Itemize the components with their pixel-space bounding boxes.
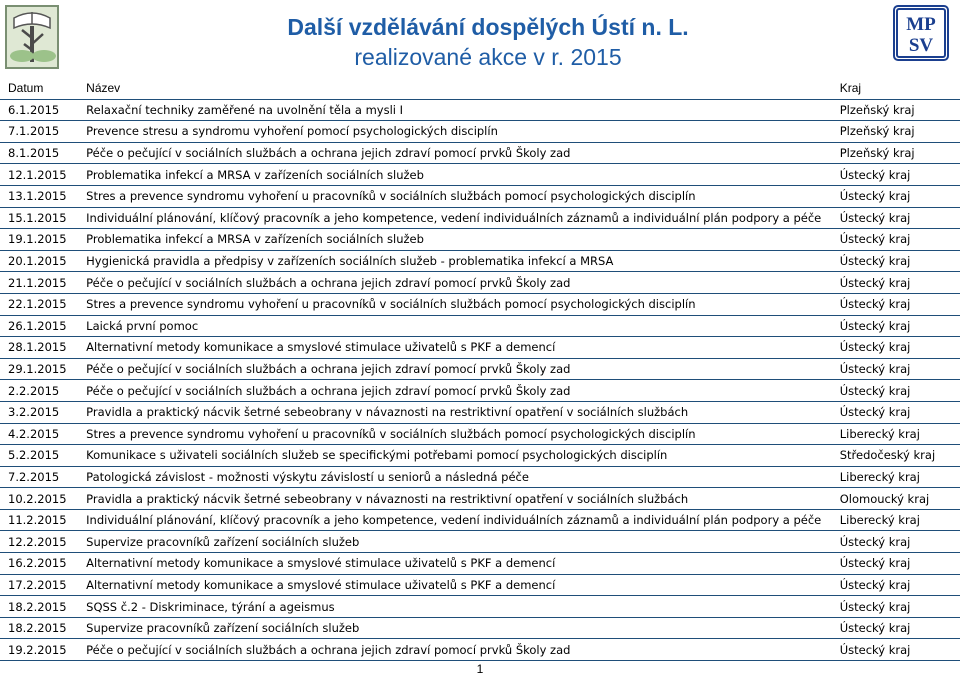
header-region: Kraj	[836, 78, 960, 99]
page-number: 1	[476, 662, 484, 676]
table-row	[0, 121, 960, 143]
table-row	[0, 99, 960, 121]
cell-date: 17.2.2015	[0, 574, 79, 596]
cell-name: Individuální plánování, klíčový pracovník a jeho kompetence, vedení individuálních záznamů a individuální plán podpory a péče	[79, 509, 836, 531]
cell-date: 2.2.2015	[0, 380, 79, 402]
table-row	[0, 272, 960, 294]
table-row	[0, 380, 960, 402]
table-row	[0, 488, 960, 510]
table-row	[0, 445, 960, 467]
table-row	[0, 401, 960, 423]
table-row	[0, 531, 960, 553]
cell-name: Prevence stresu a syndromu vyhoření pomocí psychologických disciplín	[79, 121, 836, 143]
cell-date: 12.2.2015	[0, 531, 79, 553]
cell-region: Ústecký kraj	[836, 185, 960, 207]
table-row	[0, 423, 960, 445]
cell-date: 19.1.2015	[0, 229, 79, 251]
cell-region: Ústecký kraj	[836, 553, 960, 575]
cell-region: Ústecký kraj	[836, 617, 960, 639]
cell-region: Liberecký kraj	[836, 509, 960, 531]
cell-date: 26.1.2015	[0, 315, 79, 337]
cell-date: 29.1.2015	[0, 358, 79, 380]
cell-date: 4.2.2015	[0, 423, 79, 445]
table-row	[0, 337, 960, 359]
cell-name: Supervize pracovníků zařízení sociálních služeb	[79, 531, 836, 553]
cell-name: Problematika infekcí a MRSA v zařízeních sociálních služeb	[79, 229, 836, 251]
cell-date: 16.2.2015	[0, 553, 79, 575]
table-row	[0, 250, 960, 272]
page-header	[0, 0, 960, 76]
cell-region: Ústecký kraj	[836, 574, 960, 596]
cell-name: SQSS č.2 - Diskriminace, týrání a ageismus	[79, 596, 836, 618]
cell-region: Ústecký kraj	[836, 358, 960, 380]
cell-region: Ústecký kraj	[836, 337, 960, 359]
cell-date: 13.1.2015	[0, 185, 79, 207]
table-row	[0, 207, 960, 229]
cell-region: Ústecký kraj	[836, 315, 960, 337]
cell-region: Olomoucký kraj	[836, 488, 960, 510]
cell-date: 21.1.2015	[0, 272, 79, 294]
table-row	[0, 142, 960, 164]
title-line-1: Další vzdělávání dospělých Ústí n. L.	[287, 14, 689, 40]
cell-name: Laická první pomoc	[79, 315, 836, 337]
cell-region: Plzeňský kraj	[836, 142, 960, 164]
table-row	[0, 164, 960, 186]
cell-region: Ústecký kraj	[836, 272, 960, 294]
cell-date: 18.2.2015	[0, 617, 79, 639]
book-tree-logo	[2, 0, 64, 70]
cell-region: Ústecký kraj	[836, 380, 960, 402]
cell-name: Péče o pečující v sociálních službách a ochrana jejich zdraví pomocí prvků Školy zad	[79, 142, 836, 164]
cell-name: Péče o pečující v sociálních službách a ochrana jejich zdraví pomocí prvků Školy zad	[79, 380, 836, 402]
cell-name: Péče o pečující v sociálních službách a ochrana jejich zdraví pomocí prvků Školy zad	[79, 639, 836, 661]
cell-region: Liberecký kraj	[836, 423, 960, 445]
cell-region: Ústecký kraj	[836, 164, 960, 186]
cell-region: Ústecký kraj	[836, 596, 960, 618]
cell-region: Ústecký kraj	[836, 639, 960, 661]
cell-region: Ústecký kraj	[836, 250, 960, 272]
cell-date: 22.1.2015	[0, 293, 79, 315]
cell-date: 11.2.2015	[0, 509, 79, 531]
table-row	[0, 229, 960, 251]
cell-date: 12.1.2015	[0, 164, 79, 186]
cell-name: Hygienická pravidla a předpisy v zařízeních sociálních služeb - problematika infekcí a MRSA	[79, 250, 836, 272]
cell-name: Stres a prevence syndromu vyhoření u pracovníků v sociálních službách pomocí psychologických disciplín	[79, 423, 836, 445]
cell-region: Ústecký kraj	[836, 293, 960, 315]
cell-name: Alternativní metody komunikace a smyslové stimulace uživatelů s PKF a demencí	[79, 553, 836, 575]
cell-name: Individuální plánování, klíčový pracovník a jeho kompetence, vedení individuálních záznamů a individuální plán podpory a péče	[79, 207, 836, 229]
cell-name: Stres a prevence syndromu vyhoření u pracovníků v sociálních službách pomocí psychologických disciplín	[79, 185, 836, 207]
table-row	[0, 596, 960, 618]
svg-text:SV: SV	[908, 35, 934, 56]
table-row	[0, 553, 960, 575]
cell-name: Problematika infekcí a MRSA v zařízeních sociálních služeb	[79, 164, 836, 186]
cell-date: 3.2.2015	[0, 401, 79, 423]
cell-date: 5.2.2015	[0, 445, 79, 467]
cell-date: 28.1.2015	[0, 337, 79, 359]
cell-name: Patologická závislost - možnosti výskytu závislostí u seniorů a následná péče	[79, 466, 836, 488]
table-row	[0, 293, 960, 315]
cell-name: Relaxační techniky zaměřené na uvolnění těla a mysli I	[79, 99, 836, 121]
table-row	[0, 466, 960, 488]
header-date: Datum	[0, 78, 79, 99]
cell-region: Plzeňský kraj	[836, 99, 960, 121]
table-header-row	[0, 78, 960, 99]
cell-name: Pravidla a praktický nácvik šetrné sebeobrany v návaznosti na restriktivní opatření v sociálních službách	[79, 488, 836, 510]
cell-date: 10.2.2015	[0, 488, 79, 510]
header-name: Název	[79, 78, 836, 99]
cell-region: Ústecký kraj	[836, 207, 960, 229]
table-row	[0, 185, 960, 207]
cell-region: Liberecký kraj	[836, 466, 960, 488]
cell-name: Péče o pečující v sociálních službách a ochrana jejich zdraví pomocí prvků Školy zad	[79, 358, 836, 380]
cell-name: Komunikace s uživateli sociálních služeb se specifickými potřebami pomocí psychologických disciplín	[79, 445, 836, 467]
cell-region: Plzeňský kraj	[836, 121, 960, 143]
cell-date: 7.2.2015	[0, 466, 79, 488]
title-line-2: realizované akce v r. 2015	[354, 44, 622, 70]
table-row	[0, 574, 960, 596]
cell-name: Stres a prevence syndromu vyhoření u pracovníků v sociálních službách pomocí psychologických disciplín	[79, 293, 836, 315]
cell-date: 19.2.2015	[0, 639, 79, 661]
cell-name: Alternativní metody komunikace a smyslové stimulace uživatelů s PKF a demencí	[79, 337, 836, 359]
cell-region: Ústecký kraj	[836, 531, 960, 553]
events-table	[0, 78, 960, 661]
cell-date: 6.1.2015	[0, 99, 79, 121]
cell-date: 18.2.2015	[0, 596, 79, 618]
cell-date: 7.1.2015	[0, 121, 79, 143]
cell-date: 8.1.2015	[0, 142, 79, 164]
cell-region: Středočeský kraj	[836, 445, 960, 467]
cell-name: Pravidla a praktický nácvik šetrné sebeobrany v návaznosti na restriktivní opatření v sociálních službách	[79, 401, 836, 423]
table-row	[0, 358, 960, 380]
cell-date: 20.1.2015	[0, 250, 79, 272]
cell-region: Ústecký kraj	[836, 401, 960, 423]
table-row	[0, 509, 960, 531]
table-row	[0, 315, 960, 337]
cell-name: Alternativní metody komunikace a smyslové stimulace uživatelů s PKF a demencí	[79, 574, 836, 596]
cell-name: Péče o pečující v sociálních službách a ochrana jejich zdraví pomocí prvků Školy zad	[79, 272, 836, 294]
cell-date: 15.1.2015	[0, 207, 79, 229]
page-title	[228, 12, 748, 72]
table-row	[0, 639, 960, 661]
cell-name: Supervize pracovníků zařízení sociálních služeb	[79, 617, 836, 639]
cell-region: Ústecký kraj	[836, 229, 960, 251]
table-row	[0, 617, 960, 639]
mpsv-logo	[893, 5, 949, 61]
svg-text:MP: MP	[906, 14, 936, 35]
